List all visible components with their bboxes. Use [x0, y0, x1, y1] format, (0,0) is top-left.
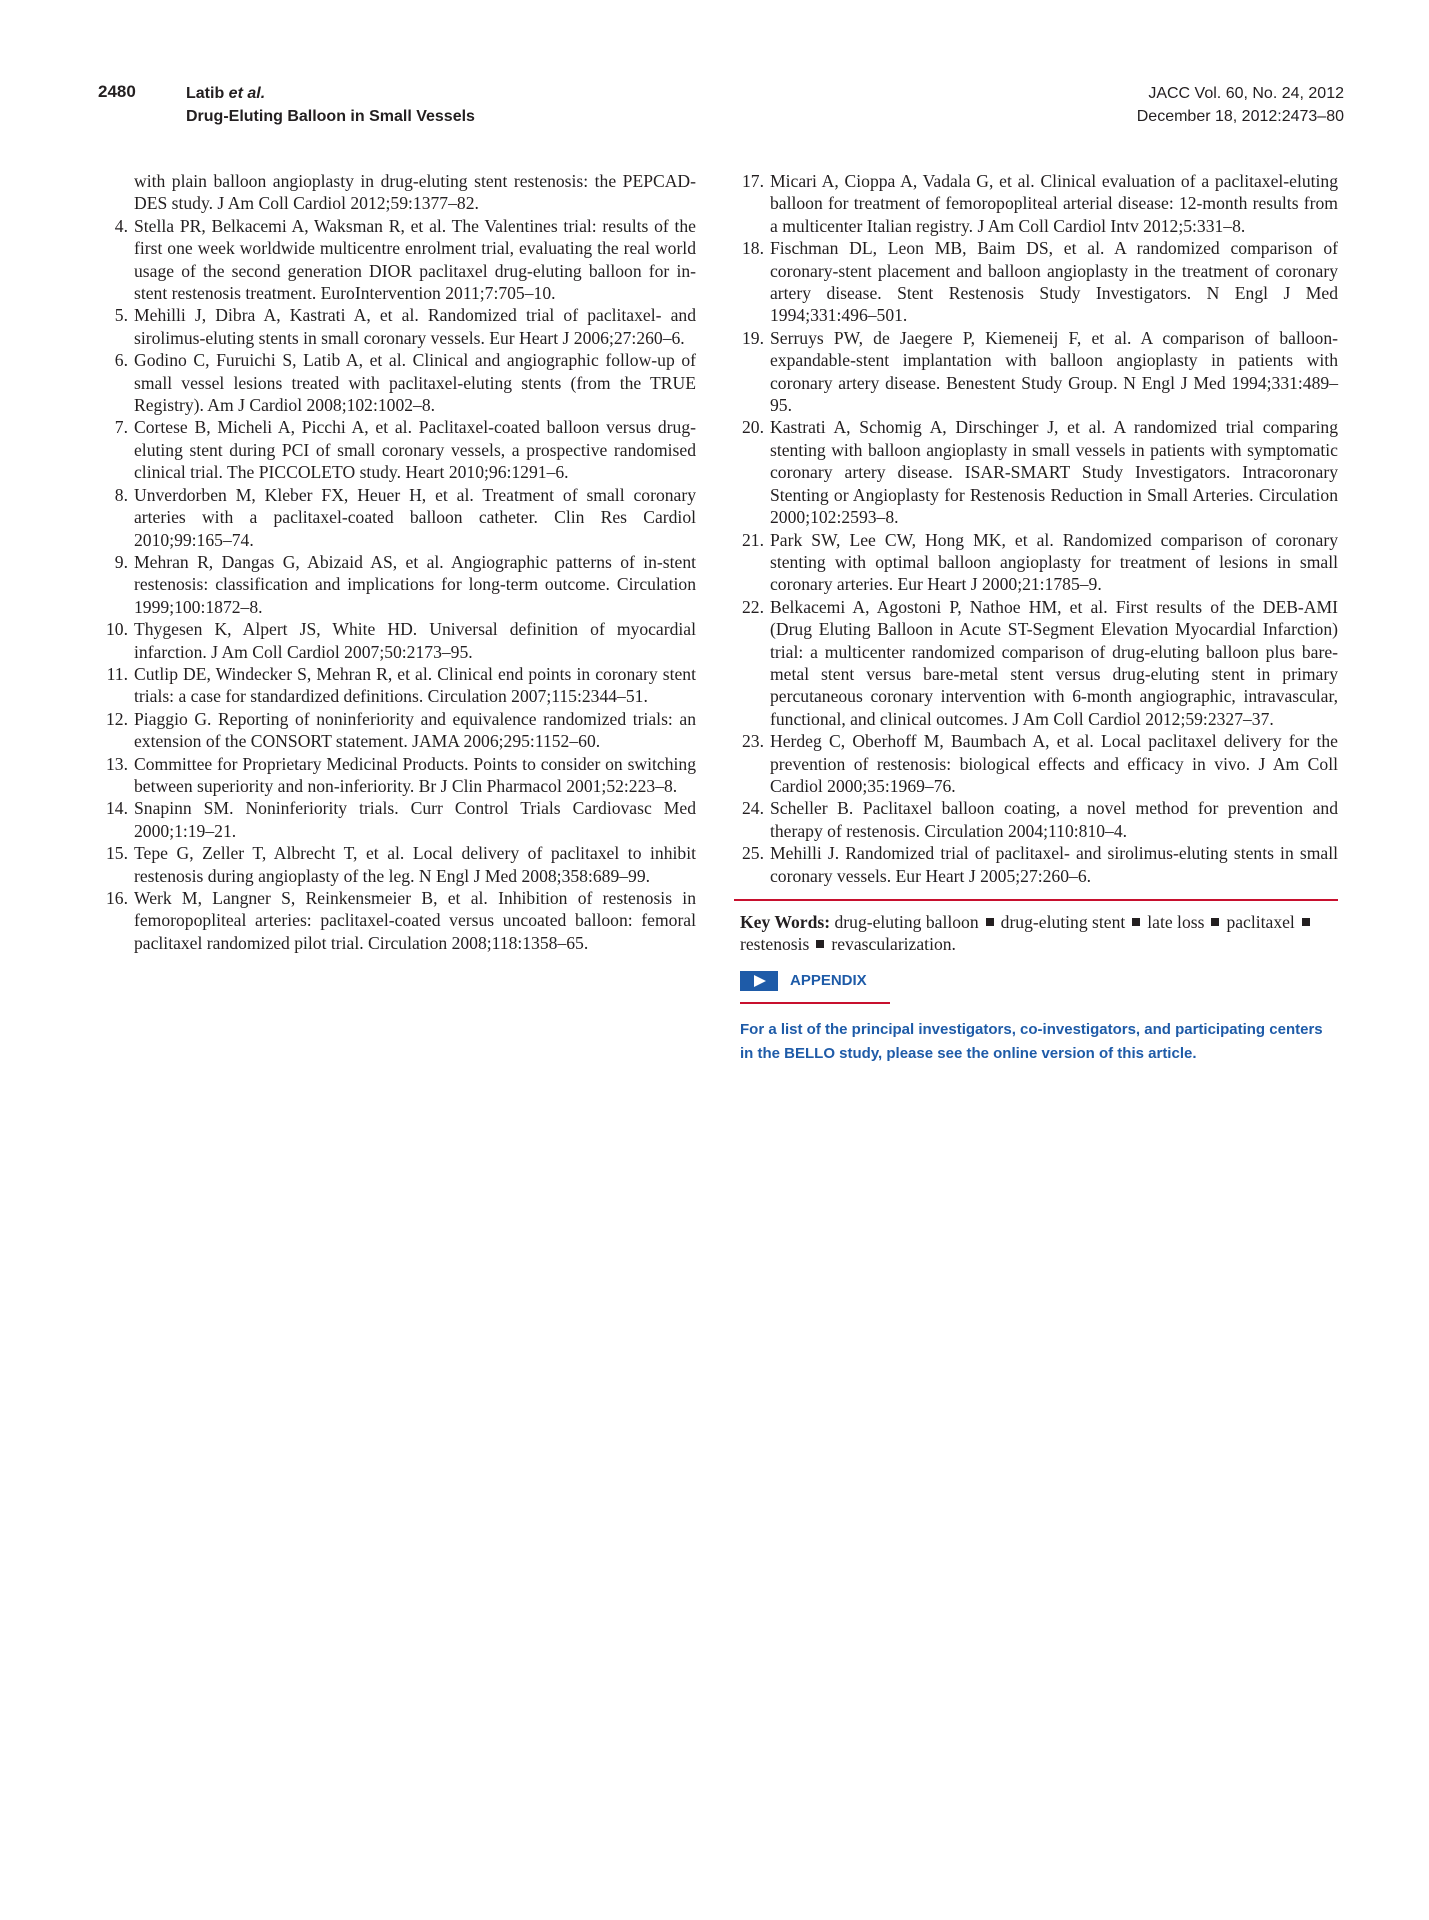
reference-item: [98, 170, 696, 215]
running-head-left: [186, 82, 475, 128]
reference-number: 15.: [106, 843, 128, 864]
reference-text: Tepe G, Zeller T, Albrecht T, et al. Local delivery of paclitaxel to inhibit restenosis during angioplasty of the leg. N Engl J Med 2008;358:689–99.: [134, 843, 696, 886]
reference-text: Thygesen K, Alpert JS, White HD. Universal definition of myocardial infarction. J Am Coll Cardiol 2007;50:2173–95.: [134, 619, 696, 662]
reference-number: 24.: [742, 798, 764, 819]
reference-text: Piaggio G. Reporting of noninferiority and equivalence randomized trials: an extension of the CONSORT statement. JAMA 2006;295:1152–60.: [134, 708, 696, 752]
date-pages: December 18, 2012:2473–80: [1136, 108, 1344, 125]
reference-item: [734, 170, 1338, 237]
appendix-note: For a list of the principal investigators, co-investigators, and participating centers in the BELLO study, please see the online version of this article.: [740, 1021, 1323, 1063]
bullet-square-icon: [1211, 918, 1219, 926]
reference-text: Mehran R, Dangas G, Abizaid AS, et al. Angiographic patterns of in-stent restenosis: classification and implications for long-term outcome. Circulation 1999;100:1872–8.: [134, 551, 696, 617]
reference-item: [98, 349, 696, 416]
reference-text: Mehilli J, Dibra A, Kastrati A, et al. Randomized trial of paclitaxel- and sirolimus-eluting stents in small coronary vessels. Eur Heart J 2006;27:260–6.: [134, 305, 696, 348]
page-header: [0, 82, 1429, 132]
reference-item: [734, 327, 1338, 417]
bullet-square-icon: [986, 918, 994, 926]
bullet-square-icon: [1132, 918, 1140, 926]
reference-text: Fischman DL, Leon MB, Baim DS, et al. A randomized comparison of coronary-stent placement and balloon angioplasty in the treatment of coronary artery disease. Stent Restenosis Study Investigators. N Engl J Med 1994;331:496–501.: [770, 238, 1338, 326]
reference-text: Serruys PW, de Jaegere P, Kiemeneij F, et al. A comparison of balloon-expandable-stent implantation with balloon angioplasty in patients with coronary artery disease. Benestent Study Group. N Engl J Med 1994;331:489–95.: [770, 327, 1338, 416]
reference-item: [98, 708, 696, 753]
author-line: [186, 82, 475, 105]
reference-item: [734, 237, 1338, 327]
reference-item: [98, 484, 696, 551]
reference-text: Park SW, Lee CW, Hong MK, et al. Randomized comparison of coronary stenting with optimal balloon angioplasty for treatment of lesions in small coronary arteries. Eur Heart J 2000;21:1785–9.: [770, 529, 1338, 595]
reference-number: 18.: [742, 238, 764, 259]
running-head-right: [1137, 82, 1344, 128]
reference-number: 8.: [114, 484, 128, 505]
reference-text: Scheller B. Paclitaxel balloon coating, a novel method for prevention and therapy of restenosis. Circulation 2004;110:810–4.: [770, 798, 1338, 841]
reference-number: 10.: [106, 619, 128, 640]
reference-number: 6.: [114, 350, 128, 371]
reference-item: [734, 842, 1338, 887]
key-word: paclitaxel: [1226, 912, 1295, 932]
reference-number: 11.: [106, 663, 128, 684]
references-left-column: [98, 170, 696, 954]
reference-item: [98, 618, 696, 663]
reference-number: 19.: [742, 327, 764, 348]
et-al: et al.: [228, 85, 266, 102]
reference-number: 16.: [106, 888, 128, 908]
reference-text: Stella PR, Belkacemi A, Waksman R, et al. The Valentines trial: results of the first one week worldwide multicentre enrolment trial, evaluating the real world usage of the second generation DIOR paclitaxel drug-eluting balloon for in-stent restenosis treatment. EuroIntervention 2011;7:705–10.: [134, 215, 696, 304]
reference-number: 21.: [742, 529, 764, 550]
key-words-label: Key Words:: [740, 912, 831, 932]
reference-item: [98, 215, 696, 305]
reference-item: [98, 663, 696, 708]
reference-text: Unverdorben M, Kleber FX, Heuer H, et al. Treatment of small coronary arteries with a paclitaxel-coated balloon catheter. Clin Res Cardiol 2010;99:165–74.: [134, 484, 696, 550]
reference-text: Herdeg C, Oberhoff M, Baumbach A, et al. Local paclitaxel delivery for the prevention of restenosis: biological effects and efficacy in vivo. J Am Coll Cardiol 2000;35:1969–76.: [770, 731, 1338, 796]
key-word: late loss: [1147, 912, 1205, 932]
appendix-label: APPENDIX: [790, 971, 867, 989]
reference-number: 25.: [742, 843, 764, 864]
reference-number: 14.: [106, 798, 128, 819]
bullet-square-icon: [816, 940, 824, 948]
reference-number: 7.: [114, 417, 128, 438]
reference-text: Mehilli J. Randomized trial of paclitaxel- and sirolimus-eluting stents in small coronary vessels. Eur Heart J 2005;27:260–6.: [770, 843, 1338, 886]
appendix-divider: [740, 1002, 890, 1004]
author: Latib: [186, 85, 225, 102]
reference-text: Werk M, Langner S, Reinkensmeier B, et al. Inhibition of restenosis in femoropopliteal arteries: paclitaxel-coated versus uncoated balloon: femoral paclitaxel randomized pilot trial. Circulation 2008;118:1358–65.: [134, 888, 696, 953]
key-word: revascularization.: [831, 934, 956, 955]
reference-text: Snapinn SM. Noninferiority trials. Curr Control Trials Cardiovasc Med 2000;1:19–21.: [134, 798, 696, 841]
reference-number: 12.: [106, 708, 128, 729]
reference-number: 5.: [114, 305, 128, 326]
reference-item: [734, 529, 1338, 596]
key-word: drug-eluting balloon: [834, 912, 979, 932]
reference-item: [98, 753, 696, 798]
reference-item: [98, 551, 696, 618]
reference-item: [734, 797, 1338, 842]
page-number: 2480: [98, 82, 136, 101]
reference-item: [98, 842, 696, 887]
bullet-square-icon: [1302, 918, 1310, 926]
key-words: [734, 899, 1338, 956]
reference-text: Belkacemi A, Agostoni P, Nathoe HM, et al. First results of the DEB-AMI (Drug Eluting Balloon in Acute ST-Segment Elevation Myocardial Infarction) trial: a multicenter randomized comparison of drug-eluting balloon plus bare-metal stent versus bare-metal stent versus drug-eluting stent in primary percutaneous coronary intervention with 6-month angiographic, intravascular, functional, and clinical outcomes. J Am Coll Cardiol 2012;59:2327–37.: [770, 596, 1338, 729]
reference-number: 23.: [742, 731, 764, 752]
reference-text: with plain balloon angioplasty in drug-eluting stent restenosis: the PEPCAD-DES study. J Am Coll Cardiol 2012;59:1377–82.: [134, 171, 696, 214]
reference-text: Micari A, Cioppa A, Vadala G, et al. Clinical evaluation of a paclitaxel-eluting balloon for treatment of femoropopliteal arterial disease: 12-month results from a multicenter Italian registry. J Am Coll Cardiol Intv 2012;5:331–8.: [770, 171, 1338, 236]
references-right-list: [734, 170, 1338, 887]
references-right-column: [734, 170, 1338, 1066]
reference-number: 17.: [742, 171, 764, 191]
reference-number: 4.: [114, 215, 128, 236]
journal-info: JACC Vol. 60, No. 24, 2012: [1148, 85, 1344, 102]
reference-number: 20.: [742, 417, 764, 438]
key-word: drug-eluting stent: [1000, 912, 1126, 932]
reference-number: 13.: [106, 753, 128, 774]
key-word: restenosis: [740, 934, 810, 955]
play-arrow-icon: [740, 971, 778, 991]
reference-item: [734, 596, 1338, 730]
reference-item: [98, 304, 696, 349]
reference-text: Cutlip DE, Windecker S, Mehran R, et al. Clinical end points in coronary stent trials: a case for standardized definitions. Circulation 2007;115:2344–51.: [134, 663, 696, 707]
reference-text: Godino C, Furuichi S, Latib A, et al. Clinical and angiographic follow-up of small vessel lesions treated with paclitaxel-eluting stents (from the TRUE Registry). Am J Cardiol 2008;102:1002–8.: [134, 350, 696, 416]
reference-item: [98, 416, 696, 483]
reference-number: 9.: [114, 551, 128, 572]
running-title: Drug-Eluting Balloon in Small Vessels: [186, 108, 475, 125]
reference-text: Kastrati A, Schomig A, Dirschinger J, et al. A randomized trial comparing stenting with balloon angioplasty in small vessels in patients with symptomatic coronary artery disease. ISAR-SMART Study Investigators. Intracoronary Stenting or Angioplasty for Restenosis Reduction in Small Arteries. Circulation 2000;102:2593–8.: [770, 417, 1338, 528]
reference-text: Cortese B, Micheli A, Picchi A, et al. Paclitaxel-coated balloon versus drug-eluting stent during PCI of small coronary vessels, a prospective randomised clinical trial. The PICCOLETO study. Heart 2010;96:1291–6.: [134, 417, 696, 483]
reference-item: [734, 416, 1338, 528]
reference-number: 22.: [742, 596, 764, 617]
appendix-heading[interactable]: [734, 970, 1338, 992]
reference-item: [98, 797, 696, 842]
reference-item: [98, 887, 696, 954]
reference-item: [734, 730, 1338, 797]
reference-text: Committee for Proprietary Medicinal Products. Points to consider on switching between superiority and non-inferiority. Br J Clin Pharmacol 2001;52:223–8.: [134, 753, 696, 796]
